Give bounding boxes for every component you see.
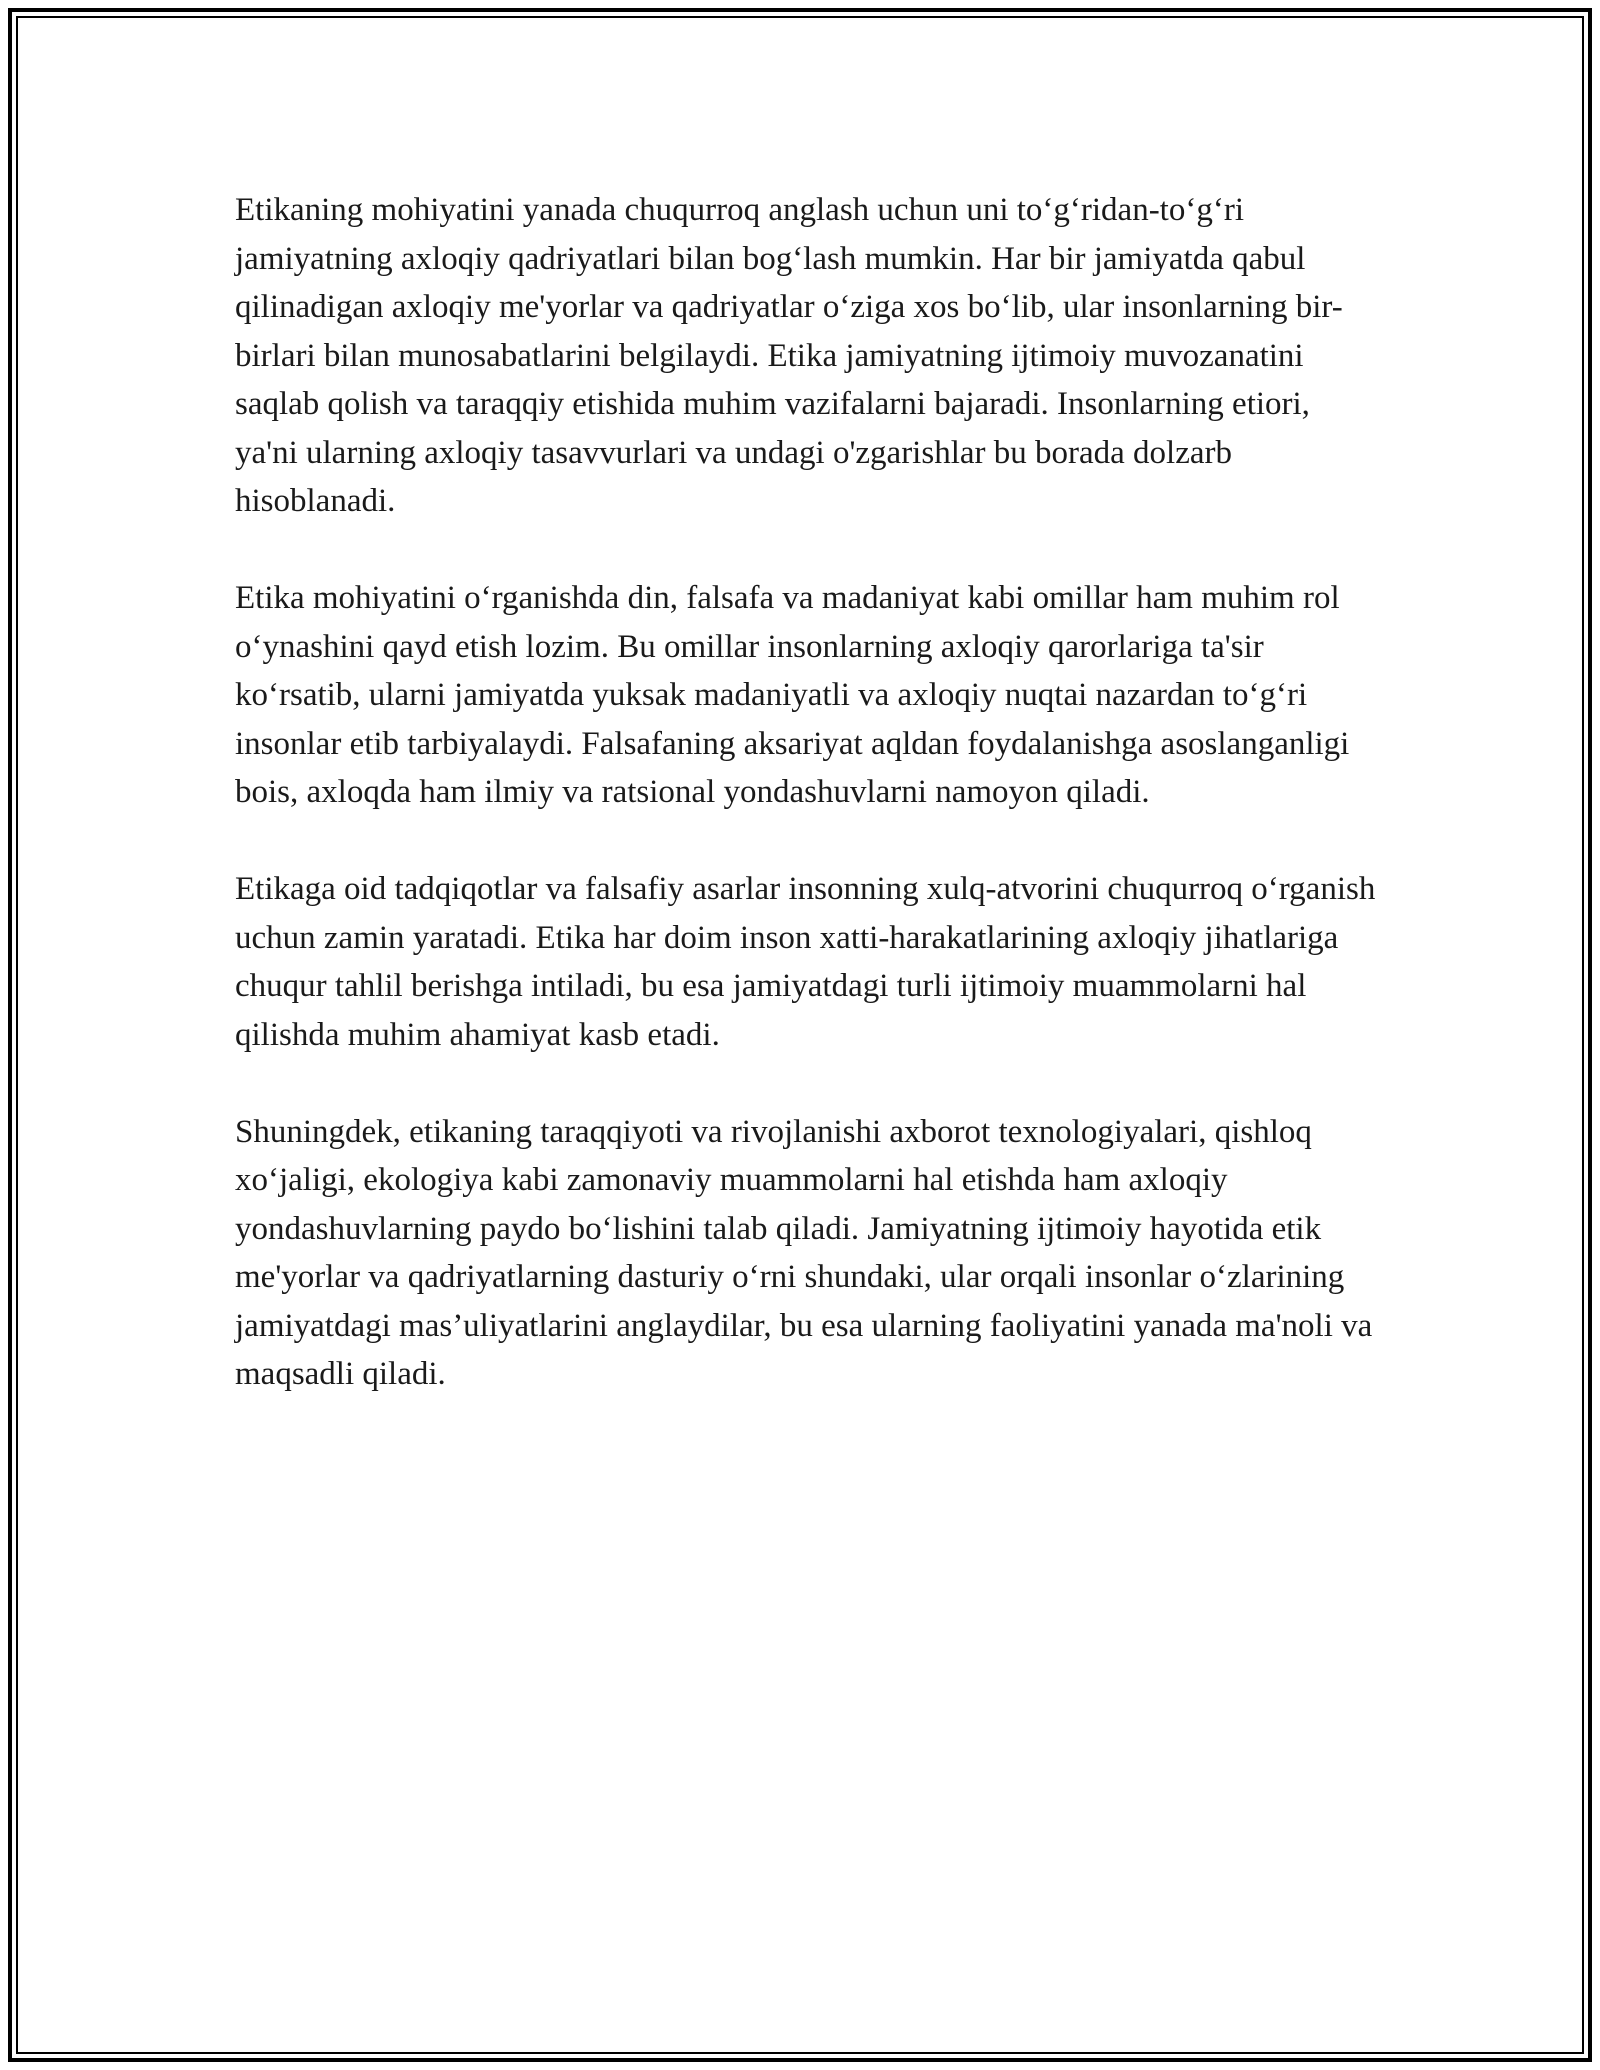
document-body [235,186,1380,1447]
paragraph-3: Etikaga oid tadqiqotlar va falsafiy asarlar insonning xulq-atvorini chuqurroq o‘rganish uchun zamin yaratadi. Etika har doim inson xatti-harakatlarining axloqiy jihatlariga chuqur tahlil berishga intiladi, bu esa jamiyatdagi turli ijtimoiy muammolarni hal qilishda muhim ahamiyat kasb etadi. [235,871,1376,1053]
paragraph-1: Etikaning mohiyatini yanada chuqurroq anglash uchun uni to‘g‘ridan-to‘g‘ri jamiyatning axloqiy qadriyatlari bilan bog‘lash mumkin. Har bir jamiyatda qabul qilinadigan axloqiy me'yorlar va qadriyatlar o‘ziga xos bo‘lib, ular insonlarning bir-birlari bilan munosabatlarini belgilaydi. Etika jamiyatning ijtimoiy muvozanatini saqlab qolish va taraqqiy etishida muhim vazifalarni bajaradi. Insonlarning etiori, ya'ni ularning axloqiy tasavvurlari va undagi o'zgarishlar bu borada dolzarb hisoblanadi. [235,192,1343,519]
paragraph-4: Shuningdek, etikaning taraqqiyoti va rivojlanishi axborot texnologiyalari, qishloq xo‘jaligi, ekologiya kabi zamonaviy muammolarni hal etishda ham axloqiy yondashuvlarning paydo bo‘lishini talab qiladi. Jamiyatning ijtimoiy hayotida etik me'yorlar va qadriyatlarning dasturiy o‘rni shundaki, ular orqali insonlar o‘zlarining jamiyatdagi mas’uliyatlarini anglaydilar, bu esa ularning faoliyatini yanada ma'noli va maqsadli qiladi. [235,1113,1373,1392]
paragraph-2: Etika mohiyatini o‘rganishda din, falsafa va madaniyat kabi omillar ham muhim rol o‘ynashini qayd etish lozim. Bu omillar insonlarning axloqiy qarorlariga ta'sir ko‘rsatib, ularni jamiyatda yuksak madaniyatli va axloqiy nuqtai nazardan to‘g‘ri insonlar etib tarbiyalaydi. Falsafaning aksariyat aqldan foydalanishga asoslanganligi bois, axloqda ham ilmiy va ratsional yondashuvlarni namoyon qiladi. [235,580,1350,810]
